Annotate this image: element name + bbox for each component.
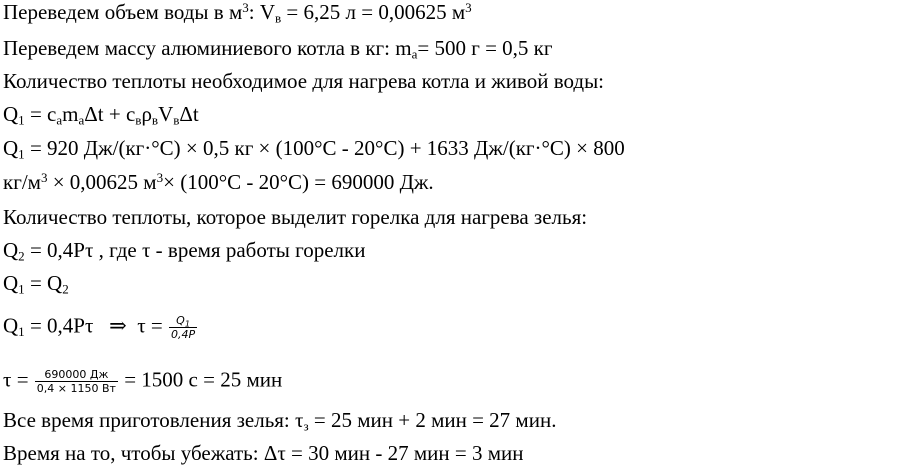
burner-heat-heading: Количество теплоты, которое выделит горелка для нагрева зелья: bbox=[3, 205, 588, 229]
mass-conversion-line: Переведем массу алюминиевого котла в кг: $m_а= 500$ г = 0,5 кг bbox=[3, 36, 553, 62]
q1-equals-q2-line: $Q_1 = Q_2$ bbox=[3, 271, 69, 297]
total-time-line: Все время приготовления зелья: $\tau_з = 25$ мин + 2 мин = 27 мин. bbox=[3, 408, 557, 434]
tau-value-fraction bbox=[35, 368, 118, 395]
fraction-numerator: 690000 Дж bbox=[35, 368, 118, 382]
heat-needed-heading: Количество теплоты необходимое для нагрева котла и живой воды: bbox=[3, 69, 605, 93]
fraction-denominator: 0,4P bbox=[171, 328, 196, 341]
tau-result-line: τ = $\frac{690000 Дж}{0,4 \times 1150 Вт}$ = 1500 с = 25 мин bbox=[3, 367, 283, 395]
tau-fraction bbox=[169, 314, 197, 341]
q1-calculation-line: $Q_1 = 920$ Дж/(кг·°С) × 0,5 кг × (100°С - 20°С) + 1633 Дж/(кг·°С) × 800 bbox=[3, 136, 625, 162]
fraction-denominator: 0,4 × 1150 Вт bbox=[36, 382, 116, 395]
q1-formula-line: $Q_1 = c_аm_а\Delta t + c_в\rho_вV_в\Delta t$ bbox=[3, 102, 199, 128]
fraction-numerator: $Q_1$ bbox=[169, 314, 197, 328]
q1-calculation-continued-line: $кг/м^3 \times 0,00625$ $м^3\times (100^\circ С - 20^\circ С) = 690000$ Дж. bbox=[3, 169, 434, 194]
q2-formula-line: $Q_2 = 0,4P\tau$ , где τ - время работы горелки bbox=[3, 238, 366, 264]
escape-time-line: Время на то, чтобы убежать: Δτ = 30 мин - 27 мин = 3 мин bbox=[3, 441, 524, 465]
tau-formula-line: $Q_1 = 0,4P\tau$ ⇒ τ = $\frac{Q_1}{0,4P}$ bbox=[3, 313, 196, 341]
volume-conversion-line: Переведем объем воды в $м^3$: $V_в = 6,25$ л = 0,00625 $м^3$ bbox=[3, 0, 472, 26]
